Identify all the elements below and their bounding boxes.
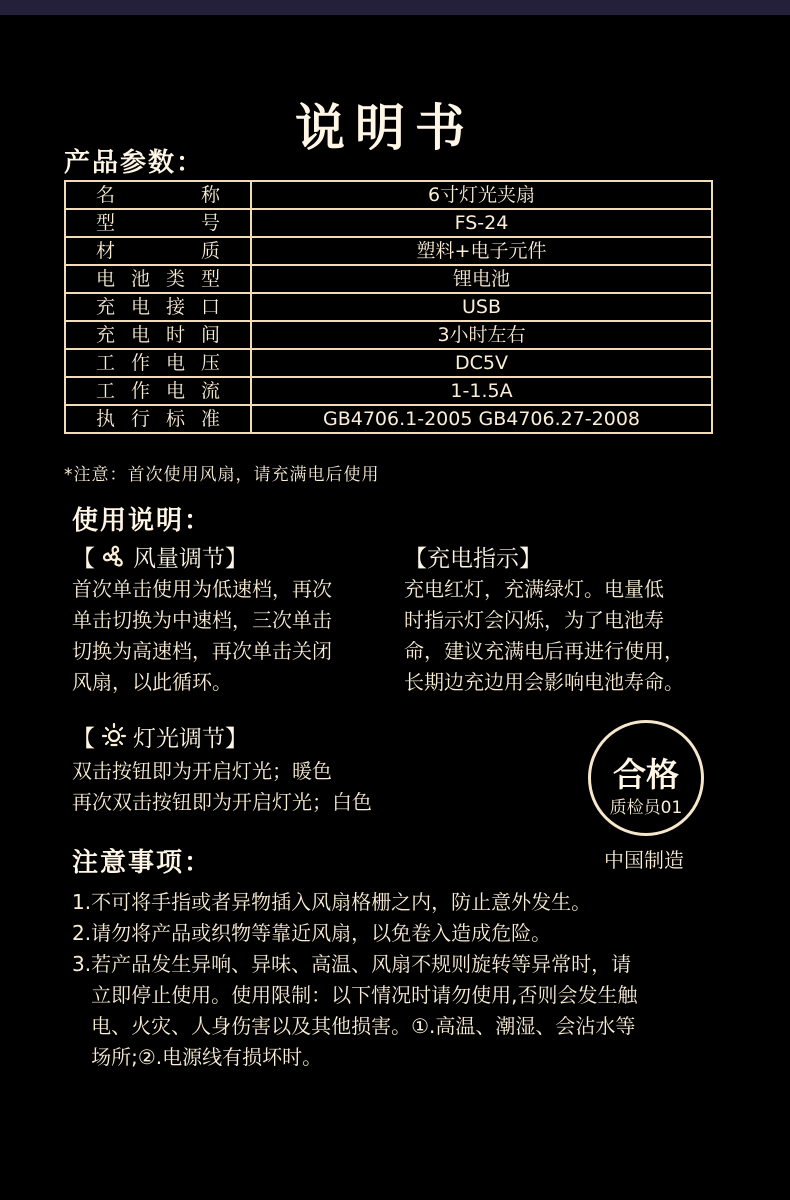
spec-row	[65, 209, 712, 237]
spec-value: 1-1.5A	[251, 377, 712, 405]
light-bulb-icon	[99, 722, 129, 752]
fan-line: 切换为高速档，再次单击关闭	[72, 639, 332, 663]
light-heading	[72, 720, 248, 753]
light-line: 再次双击按钮即为开启灯光；白色	[72, 790, 372, 814]
spec-value: USB	[251, 293, 712, 321]
light-line: 双击按钮即为开启灯光；暖色	[72, 759, 332, 783]
notice-number: 1.	[72, 890, 92, 914]
spec-row	[65, 265, 712, 293]
charge-indicator-text	[404, 574, 684, 698]
bracket-open: 【	[72, 546, 95, 572]
bracket-close: 】	[225, 546, 248, 572]
charge-indicator-heading: 【充电指示】	[404, 546, 542, 572]
spec-value: DC5V	[251, 349, 712, 377]
fan-speed-text	[72, 574, 332, 698]
spec-label: 名称	[65, 181, 251, 209]
fan-line: 单击切换为中速档，三次单击	[72, 608, 332, 632]
params-heading: 产品参数：	[64, 148, 205, 178]
spec-value: 6寸灯光夹扇	[251, 181, 712, 209]
spec-label: 工作电压	[65, 349, 251, 377]
notice-heading: 注意事项：	[72, 848, 213, 878]
spec-table	[64, 180, 713, 434]
spec-label: 型号	[65, 209, 251, 237]
spec-row	[65, 293, 712, 321]
bracket-close: 】	[225, 726, 248, 752]
spec-label: 电池类型	[65, 265, 251, 293]
light-text	[72, 756, 372, 818]
spec-value: GB4706.1-2005 GB4706.27-2008	[251, 405, 712, 433]
qc-stamp	[588, 720, 704, 836]
spec-row	[65, 181, 712, 209]
stamp-pass-text: 合格	[613, 755, 679, 794]
notice-item	[72, 887, 712, 918]
charge-line: 命，建议充满电后再进行使用，	[404, 639, 684, 663]
spec-label: 充电时间	[65, 321, 251, 349]
spec-row	[65, 405, 712, 433]
spec-value: 塑料+电子元件	[251, 237, 712, 265]
spec-value: 3小时左右	[251, 321, 712, 349]
charge-note: *注意：首次使用风扇，请充满电后使用	[64, 465, 380, 485]
charge-line: 充电红灯，充满绿灯。电量低	[404, 577, 664, 601]
spec-label: 充电接口	[65, 293, 251, 321]
notice-number: 3.	[72, 952, 92, 976]
bracket-open: 【	[72, 726, 95, 752]
notice-item	[72, 949, 712, 1073]
spec-value: FS-24	[251, 209, 712, 237]
fan-speed-title: 风量调节	[133, 546, 225, 572]
charge-line: 时指示灯会闪烁，为了电池寿	[404, 608, 664, 632]
spec-label: 材质	[65, 237, 251, 265]
made-in-label: 中国制造	[604, 848, 684, 872]
top-bar	[0, 0, 790, 15]
notice-text: 若产品发生异响、异味、高温、风扇不规则旋转等异常时，请 立即停止使用。使用限制：以下情况时请勿使用,否则会发生触 电、火灾、人身伤害以及其他损害。①.高温、潮湿、会沾水等 场所;②.电源线有损坏时。	[91, 952, 638, 1069]
notice-number: 2.	[72, 921, 92, 945]
spec-row	[65, 349, 712, 377]
spec-label: 工作电流	[65, 377, 251, 405]
spec-row	[65, 237, 712, 265]
stamp-inspector: 质检员01	[609, 798, 683, 818]
fan-line: 首次单击使用为低速档，再次	[72, 577, 332, 601]
fan-line: 风扇，以此循环。	[72, 670, 232, 694]
fan-icon	[99, 542, 129, 572]
fan-speed-heading	[72, 540, 248, 573]
charge-line: 长期边充边用会影响电池寿命。	[404, 670, 684, 694]
usage-heading: 使用说明：	[72, 506, 213, 536]
spec-label: 执行标准	[65, 405, 251, 433]
spec-row	[65, 321, 712, 349]
spec-row	[65, 377, 712, 405]
page-title: 说明书	[295, 99, 475, 157]
notice-text: 请勿将产品或织物等靠近风扇，以免卷入造成危险。	[91, 921, 552, 945]
notice-text: 不可将手指或者异物插入风扇格栅之内，防止意外发生。	[91, 890, 592, 914]
notice-item	[72, 918, 712, 949]
spec-value: 锂电池	[251, 265, 712, 293]
notice-list	[72, 887, 712, 1073]
light-title: 灯光调节	[133, 726, 225, 752]
